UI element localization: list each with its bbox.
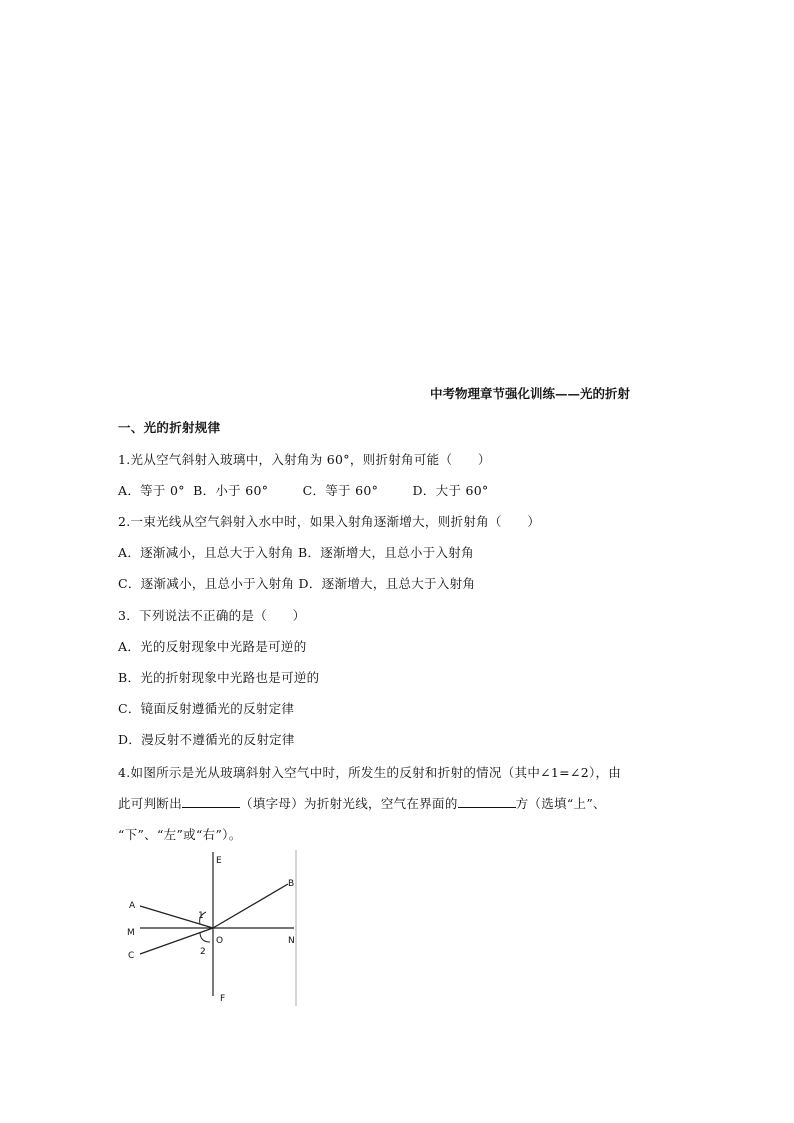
question-4-text-a: 此可判断出 (118, 796, 183, 811)
label-o: O (216, 936, 224, 946)
label-m: M (127, 928, 135, 938)
section-heading: 一、光的折射规律 (118, 420, 221, 435)
option-d: D．大于 60° (412, 483, 489, 498)
label-a: A (129, 901, 136, 911)
answer-blank-1 (182, 796, 240, 808)
question-4-line-2 (118, 794, 606, 812)
option-b: B．小于 60° (193, 483, 269, 498)
question-3-option-b: B．光的折射现象中光路也是可逆的 (118, 670, 320, 685)
question-4-line-1: 4.如图所示是光从玻璃斜射入空气中时，所发生的反射和折射的情况（其中∠1=∠2），由 (118, 765, 622, 780)
question-2-options-cd: C．逐渐减小，且总小于入射角 D．逐渐增大，且总大于入射角 (118, 576, 476, 591)
question-2-stem: 2.一束光线从空气斜射入水中时，如果入射角逐渐增大，则折射角（ ） (118, 514, 541, 529)
label-c: C (128, 951, 135, 961)
option-c: C．等于 60° (302, 483, 379, 498)
question-3-option-d: D．漫反射不遵循光的反射定律 (118, 732, 295, 747)
ray-ob (213, 884, 288, 928)
question-4-text-c: 方（选填“上”、 (515, 796, 606, 811)
refraction-diagram (118, 848, 308, 1008)
option-a: A．等于 0° (118, 483, 185, 498)
question-1-stem: 1.光从空气斜射入玻璃中，入射角为 60°，则折射角可能（ ） (118, 452, 491, 467)
question-3-stem: 3．下列说法不正确的是（ ） (118, 608, 306, 623)
angle-2-arc (200, 932, 210, 942)
label-f: F (220, 994, 226, 1004)
label-angle-2: 2 (200, 947, 206, 957)
question-4-text-b: （填字母）为折射光线，空气在界面的 (240, 796, 458, 811)
label-b: B (288, 879, 295, 889)
question-2-options-ab: A．逐渐减小，且总大于入射角 B．逐渐增大，且总小于入射角 (118, 545, 474, 560)
question-3-option-c: C．镜面反射遵循光的反射定律 (118, 701, 295, 716)
answer-blank-2 (458, 796, 516, 808)
page-title: 中考物理章节强化训练——光的折射 (430, 386, 631, 401)
question-4-line-3: “下”、“左”或“右”）。 (118, 827, 242, 842)
question-1-options (118, 481, 489, 499)
question-3-option-a: A．光的反射现象中光路是可逆的 (118, 639, 307, 654)
label-e: E (216, 856, 222, 866)
label-angle-1: 1 (198, 911, 204, 921)
label-n: N (288, 936, 295, 946)
